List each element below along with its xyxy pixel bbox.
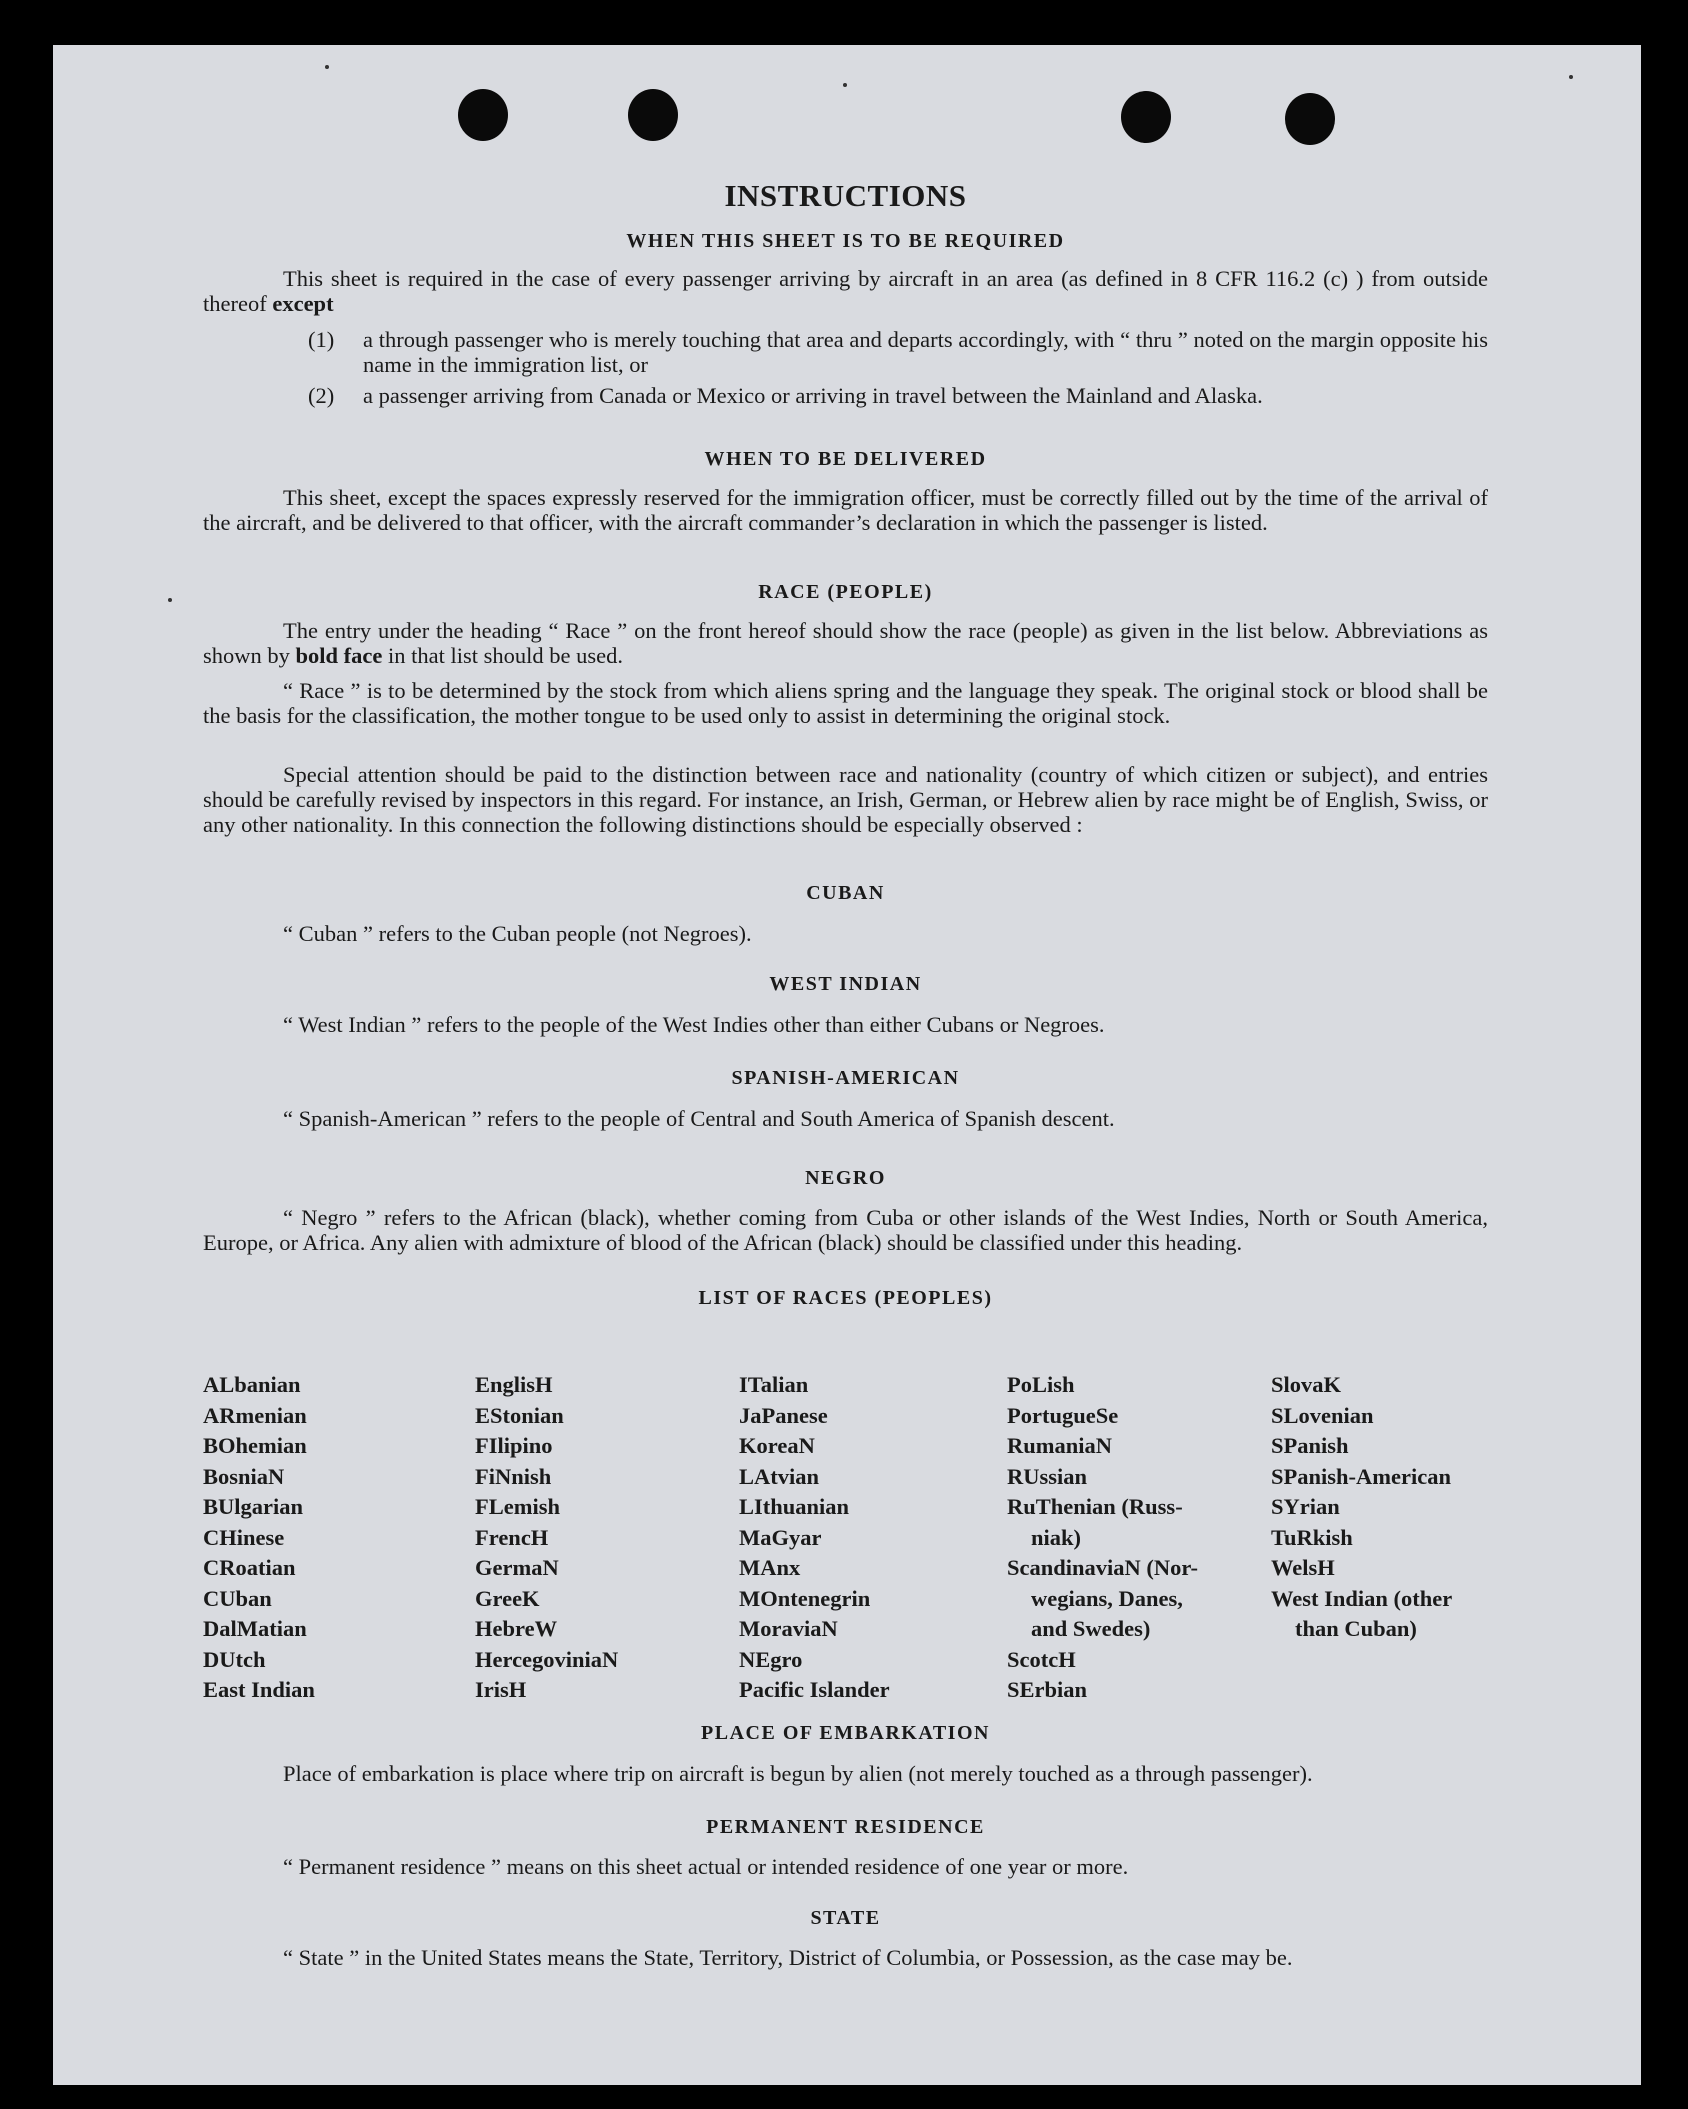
races-column-4 xyxy=(1007,1370,1198,1706)
race-item: than Cuban) xyxy=(1295,1616,1417,1641)
race-item: FIlipino xyxy=(475,1433,553,1458)
race-item: FLemish xyxy=(475,1494,561,1519)
races-column-2 xyxy=(475,1370,618,1706)
race-item: wegians, Danes, xyxy=(1031,1585,1183,1611)
paragraph-residence: “ Permanent residence ” means on this sheet actual or intended residence of one year or more. xyxy=(283,1854,1129,1879)
race-item: CUban xyxy=(203,1585,272,1611)
paragraph-negro: “ Negro ” refers to the African (black), whether coming from Cuba or other islands of the West Indies, North or South America, Europe, or Africa. Any alien with admixture of blood of the African (black) should be classified under this heading. xyxy=(203,1205,1488,1255)
heading-list-of-races: LIST OF RACES (PEOPLES) xyxy=(698,1287,993,1309)
race-item: DUtch xyxy=(203,1646,266,1672)
race-item: KoreaN xyxy=(739,1433,815,1458)
race-item: ScandinaviaN (Nor- xyxy=(1007,1555,1199,1580)
race-item: MoraviaN xyxy=(739,1616,838,1641)
race-item: RUssian xyxy=(1007,1463,1088,1489)
race-item: NEgro xyxy=(739,1646,803,1672)
punch-hole xyxy=(458,89,508,141)
race-item: FrencH xyxy=(475,1524,549,1550)
race-item: BosniaN xyxy=(203,1463,285,1489)
heading-when-required: WHEN THIS SHEET IS TO BE REQUIRED xyxy=(626,230,1065,252)
race-item: LIthuanian xyxy=(739,1494,850,1519)
page-title: INSTRUCTIONS xyxy=(724,178,967,213)
paragraph-state: “ State ” in the United States means the State, Territory, District of Columbia, or Possession, as the case may be. xyxy=(283,1945,1293,1970)
paragraph-when-delivered: This sheet, except the spaces expressly reserved for the immigration officer, must be correctly filled out by the time of the arrival of the aircraft, and be delivered to that officer, with the aircraft commander’s declaration in which the passenger is listed. xyxy=(203,485,1488,535)
paragraph-spanish-american: “ Spanish-American ” refers to the people of Central and South America of Spanish descent. xyxy=(283,1106,1115,1131)
race-item: ITalian xyxy=(739,1372,809,1397)
race-item: SPanish-American xyxy=(1271,1463,1451,1489)
race-item: JaPanese xyxy=(739,1402,828,1428)
race-item: CHinese xyxy=(203,1524,285,1550)
paragraph-embarkation: Place of embarkation is place where trip on aircraft is begun by alien (not merely touched as a through passenger). xyxy=(283,1761,1313,1786)
race-item: HercegoviniaN xyxy=(475,1646,619,1672)
heading-race: RACE (PEOPLE) xyxy=(758,581,933,603)
race-item: ARmenian xyxy=(203,1402,307,1428)
race-item: West Indian (other xyxy=(1271,1585,1453,1611)
race-item: SPanish xyxy=(1271,1433,1349,1458)
document-page xyxy=(53,45,1641,2085)
race-item: MaGyar xyxy=(739,1524,822,1550)
paragraph-when-required: This sheet is required in the case of every passenger arriving by aircraft in an area (as defined in 8 CFR 116.2 (c) ) from outside thereof except xyxy=(203,266,1488,316)
race-item: TuRkish xyxy=(1271,1524,1353,1550)
race-item: EnglisH xyxy=(475,1372,553,1397)
race-item: and Swedes) xyxy=(1031,1616,1151,1641)
heading-residence: PERMANENT RESIDENCE xyxy=(706,1816,985,1838)
heading-when-delivered: WHEN TO BE DELIVERED xyxy=(704,448,987,470)
race-item: BUlgarian xyxy=(203,1494,304,1519)
race-item: IrisH xyxy=(475,1677,527,1702)
race-item: LAtvian xyxy=(739,1463,820,1489)
race-item: SYrian xyxy=(1271,1494,1340,1519)
race-item: WelsH xyxy=(1271,1555,1335,1580)
paragraph-cuban: “ Cuban ” refers to the Cuban people (not Negroes). xyxy=(283,921,752,946)
race-item: GreeK xyxy=(475,1585,540,1611)
race-item: ScotcH xyxy=(1007,1646,1076,1672)
races-column-5 xyxy=(1271,1370,1452,1645)
heading-state: STATE xyxy=(810,1907,881,1929)
paragraph-west-indian: “ West Indian ” refers to the people of the West Indies other than either Cubans or Negroes. xyxy=(283,1012,1105,1037)
exception-item-1: (1) a through passenger who is merely touching that area and departs accordingly, with “ thru ” noted on the margin opposite his name in the immigration list, or xyxy=(308,327,1488,377)
race-item: SLovenian xyxy=(1271,1402,1374,1428)
race-item: BOhemian xyxy=(203,1433,307,1458)
heading-cuban: CUBAN xyxy=(806,882,885,904)
race-item: HebreW xyxy=(475,1616,558,1641)
race-item: MOntenegrin xyxy=(739,1585,871,1611)
race-item: PortugueSe xyxy=(1007,1402,1119,1428)
race-item: SlovaK xyxy=(1271,1372,1342,1397)
punch-hole xyxy=(1121,91,1171,143)
race-item: ALbanian xyxy=(203,1372,301,1397)
paragraph-race-3: Special attention should be paid to the distinction between race and nationality (country of which citizen or subject), and entries should be carefully revised by inspectors in this regard. For instance, an Irish, German, or Hebrew alien by race might be of English, Swiss, or any other nationality. In this connection the following distinctions should be especially observed : xyxy=(203,762,1488,837)
heading-negro: NEGRO xyxy=(805,1167,886,1189)
race-item: East Indian xyxy=(203,1677,315,1702)
punch-hole xyxy=(628,89,678,141)
race-item: MAnx xyxy=(739,1555,801,1580)
race-item: CRoatian xyxy=(203,1555,296,1580)
race-item: RuThenian (Russ- xyxy=(1007,1494,1183,1519)
paragraph-race-2: “ Race ” is to be determined by the stock from which aliens spring and the language they speak. The original stock or blood shall be the basis for the classification, the mother tongue to be used only to assist in determining the original stock. xyxy=(203,678,1488,728)
heading-west-indian: WEST INDIAN xyxy=(769,973,922,995)
race-item: EStonian xyxy=(475,1402,564,1428)
race-item: RumaniaN xyxy=(1007,1433,1113,1458)
race-item: niak) xyxy=(1031,1524,1082,1550)
races-column-3 xyxy=(739,1370,890,1706)
race-item: DalMatian xyxy=(203,1616,307,1641)
exception-item-2: (2) a passenger arriving from Canada or Mexico or arriving in travel between the Mainland and Alaska. xyxy=(308,383,1263,408)
races-column-1 xyxy=(203,1370,315,1706)
race-item: GermaN xyxy=(475,1555,559,1580)
race-item: PoLish xyxy=(1007,1372,1075,1397)
race-item: SErbian xyxy=(1007,1677,1088,1702)
race-item: Pacific Islander xyxy=(739,1677,890,1702)
punch-hole xyxy=(1285,93,1335,145)
heading-embarkation: PLACE OF EMBARKATION xyxy=(701,1722,990,1744)
heading-spanish-american: SPANISH-AMERICAN xyxy=(731,1067,960,1089)
paragraph-race-1: The entry under the heading “ Race ” on the front hereof should show the race (people) as given in the list below. Abbreviations as shown by bold face in that list should be used. xyxy=(203,618,1488,668)
race-item: FiNnish xyxy=(475,1463,552,1489)
